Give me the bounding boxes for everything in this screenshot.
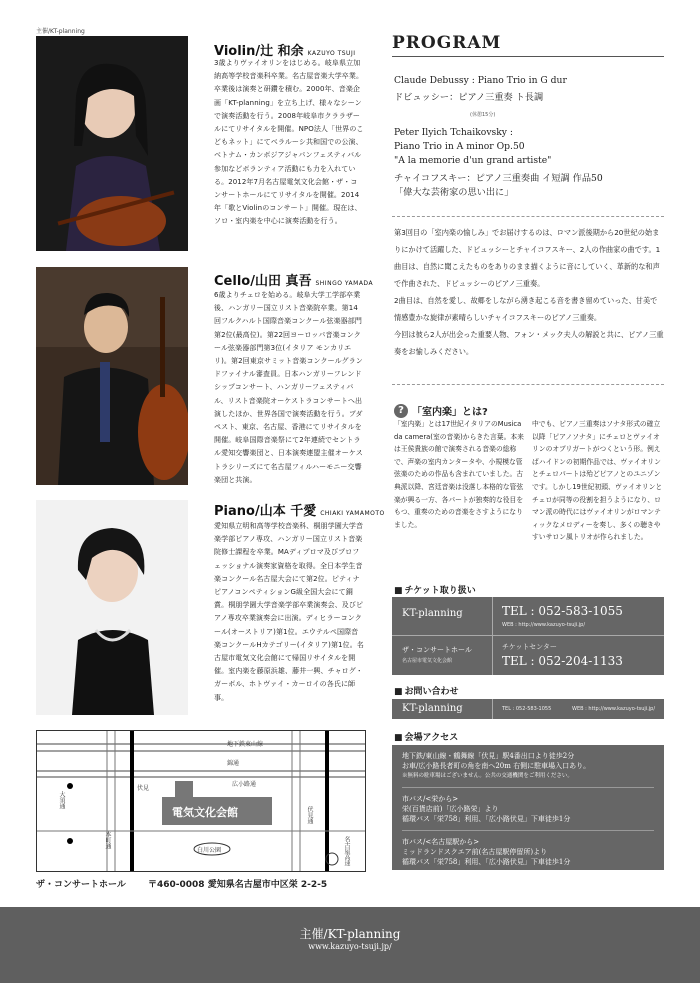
access-bus2-2: ミッドランドスクエア前(名古屋駅停留所)より <box>402 848 548 856</box>
chamber-title: ? 「室内楽」とは? <box>394 403 488 418</box>
venue-address: 〒460-0008 愛知県名古屋市中区栄 2-2-5 <box>148 880 328 890</box>
credit-line: 主催/KT-planning <box>36 28 85 35</box>
map-label-expressway: 名古屋高速 <box>343 836 350 866</box>
ticket-kt-tel: TEL : 052-583-1055 <box>502 604 623 618</box>
inquiry-heading: ■ お問い合わせ <box>394 684 459 697</box>
access-bus1-1: 市バス/<栄から> <box>402 795 459 803</box>
ticket-divider <box>492 597 493 675</box>
access-divider <box>402 787 654 788</box>
chamber-col-1: 「室内楽」とは17世紀イタリアのMusica da camera(室の音楽)からきた言葉。本来は王侯貴族の館で演奏される音楽の総称で、声楽の室内カンタータや、小規模な管弦楽のための作品も含まれていました。古典派以降、宮廷音楽は没落し本格的な管弦楽が興る一方、各パートが独奏的な役目をもつ、重奏のための音楽をさすようになりました。 <box>394 420 524 529</box>
violin-bio: 3歳よりヴァイオリンをはじめる。岐阜県立加納高等学校音楽科卒業。名古屋音楽大学卒業。卒業後は演奏と研鑽を積む。2000年、音楽企画「KT-planning」を立ち上げ、様々なシーンで演奏活動を行う。2008年岐阜市クララザールにてリサイタルを開催。NPO法人「世界のこどもネット」にてベラルーシ共和国での公演、ベトナム・カンボジアジャパンフェスティバル参加などボランティア活動にも力を入れている。2012年7月名古屋電気文化会館・ザ・コンサートホールにてリサイタルを開催。2014年「歌とViolinのコンサート」開催。現在は、ソロ・室内楽を中心に演奏活動を行う。 <box>214 59 364 226</box>
map-label-nishiki: 錦通 <box>227 760 240 767</box>
venue-name: ザ・コンサートホール <box>36 880 126 890</box>
program-line-7: 「偉大な芸術家の思い出に」 <box>394 187 514 198</box>
access-bus1-2: 栄(百貨店前)「広小路栄」より <box>402 805 499 813</box>
ticket-hall-sublabel: 名古屋市電気文化会館 <box>402 658 453 664</box>
piano-bio: 愛知県立明和高等学校音楽科、桐朋学園大学音楽学部ピアノ専攻、ハンガリー国立リスト音楽院修士課程を卒業。MAディプロマ及びプロフェッショナル演奏家資格を取得。全日本学生音楽コンクール名古屋大会にて第2位。ピティナピアノコンペティションG級全国大会にて銅賞。桐朋学園大学音楽学部卒業演奏会、及びピアノ専攻卒業演奏会に出演。ディヒラーコンクール(オーストリア)第1位。エウテルペ国際音楽コンクールHカテゴリー(イタリア)第1位。名古屋市電気文化会館にて帰国リサイタルを開催。室内楽を藤原浜雄、藤井一興、チャログ・ガーボル、ホトヴァイ・カーロイの各氏に師事。 <box>214 522 364 702</box>
ticket-kt-label: KT-planning <box>402 608 463 619</box>
description-p1: 第3回目の「室内楽の愉しみ」でお届けするのは、ロマン派後期から20世紀の始まりにかけて活躍した、ドビュッシーとチャイコフスキー、2人の作曲家の曲です。1曲目は、自然に聞こえたものをありのまま描くように音にしていく、革新的な和声で作曲された、ドビュッシーのピアノ三重奏。 <box>394 228 661 288</box>
map-label-venue: 電気文化会館 <box>172 806 238 819</box>
footer <box>0 907 700 983</box>
program-line-6: チャイコフスキー：ピアノ三重奏曲 イ短調 作品50 <box>394 173 603 184</box>
inquiry-web[interactable]: WEB : http://www.kazuyo-tsuji.jp/ <box>572 706 656 712</box>
description-p3: 今回は彼ら2人が出会った重要人物、フォン・メック夫人の解説と共に、ピアノ三重奏をお愉しみください。 <box>394 330 664 356</box>
inquiry-divider <box>492 699 493 719</box>
map-label-honmachi: 本町通 <box>104 831 111 849</box>
program-line-2: ドビュッシー：ピアノ三重奏 ト長調 <box>394 92 544 103</box>
inquiry-tel: TEL : 052-583-1055 <box>502 706 552 712</box>
piano-photo <box>36 500 188 715</box>
map-label-fushimi-st: 伏見通 <box>306 806 313 824</box>
cello-photo <box>36 267 188 485</box>
access-divider <box>402 830 654 831</box>
ticket-kt-web[interactable]: WEB : http://www.kazuyo-tsuji.jp/ <box>502 622 586 628</box>
description-p2: 2曲目は、自然を愛し、故郷をしながら湧き起こる音を書き留めていった、甘美で情感豊かな旋律が素晴らしいチャイコフスキーのピアノ三重奏。 <box>394 296 658 322</box>
access-bus2-1: 市バス/<名古屋駅から> <box>402 838 480 846</box>
piano-name: Piano/山本 千愛 CHIAKI YAMAMOTO <box>214 504 385 519</box>
map-label-park: 白川公園 <box>197 847 222 854</box>
ticket-row-divider <box>392 635 664 636</box>
chamber-col-2: 中でも、ピアノ三重奏はソナタ形式の確立以降「ピアノソナタ」にチェロとヴァイオリンのオブリガートがつくという形。例えばハイドンの初期作品では、ヴァイオリンとチェロパートは殆どピアノとのユニゾンです。しかし19世紀初頭、ヴァイオリンとチェロが同等の役割を担うようになり、ロマン派の時代にはヴァイオリンがロマンティックなメロディーを奏し、多くの聴きやすいサロン風トリオが作られました。 <box>532 420 663 542</box>
footer-organizer: 主催/KT-planning <box>299 927 401 941</box>
access-box <box>392 745 664 870</box>
cello-name: Cello/山田 真吾 SHINGO YAMADA <box>214 274 374 289</box>
map-label-subway: 地下鉄東山線 <box>227 741 264 748</box>
access-heading: ■ 会場アクセス <box>394 730 458 743</box>
program-intermission: (休憩15分) <box>470 112 496 118</box>
ticket-center: チケットセンター <box>502 643 557 651</box>
program-line-1: Claude Debussy : Piano Trio in G dur <box>394 75 567 86</box>
access-subway-1: 地下鉄/東山線・鶴舞線「伏見」駅4番出口より徒歩2分 <box>402 752 575 760</box>
ticket-box <box>392 597 664 675</box>
access-subway-2: お車/広小路長者町の角を南へ20m 右側に駐車場入口あり。 <box>402 762 591 770</box>
ticket-hall-tel: TEL : 052-204-1133 <box>502 654 623 668</box>
access-subway-3: ※無料の駐車場はございません。公共の交通機関をご利用ください。 <box>402 773 573 779</box>
divider <box>392 384 664 385</box>
map-label-fushimi: 伏見 <box>137 785 150 792</box>
map-label-hirokoji: 広小路通 <box>232 781 257 788</box>
program-line-4: Piano Trio in A minor Op.50 <box>394 141 525 152</box>
program-line-3: Peter Ilyich Tchaikovsky : <box>394 127 513 138</box>
violin-name: Violin/辻 和余 KAZUYO TSUJI <box>214 44 356 59</box>
description <box>394 224 664 360</box>
access-bus1-3: 循環バス「栄758」利用、「広小路伏見」下車徒歩1分 <box>402 815 571 823</box>
ticket-heading: ■ チケット取り扱い <box>394 583 476 596</box>
ticket-hall-label: ザ・コンサートホール <box>402 646 472 654</box>
inquiry-label: KT-planning <box>402 703 463 714</box>
program-line-5: "A la memorie d'un grand artiste" <box>394 155 552 166</box>
inquiry-box <box>392 699 664 719</box>
divider <box>392 216 664 217</box>
violin-photo <box>36 36 188 251</box>
program-title: PROGRAM <box>392 33 502 53</box>
program-rule <box>392 56 664 57</box>
footer-url[interactable]: www.kazuyo-tsuji.jp/ <box>308 942 392 951</box>
map-label-osu: 大須通 <box>58 791 65 809</box>
access-map <box>36 730 366 872</box>
question-icon: ? <box>394 404 408 418</box>
cello-bio: 6歳よりチェロを始める。岐阜大学工学部卒業後、ハンガリー国立リスト音楽院卒業。第14回フルクハルト国際音楽コンクール弦楽器部門第2位(最高位)。第22回ヨーロッパ音楽コンクール弦楽器部門第3位(イタリア モンカリエリ)。第2回東京サミット音楽コンクールグランドファイナル審査員。日本ハンガリーフレンドシップコンサート、ハンガリーフェスティバル、リスト音楽院オーケストラコンサートへ出演したほか、世界各国で演奏活動を行う。ブダペスト、東京、名古屋、香港にてリサイタルを開催。岐阜国際音楽祭にて2年連続でセントラル愛知交響楽団と、日本演奏連盟主催オーケストラシリーズにて名古屋フィルハーモニー交響楽団と共演。 <box>214 291 363 484</box>
access-bus2-3: 循環バス「栄758」利用、「広小路伏見」下車徒歩1分 <box>402 858 571 866</box>
